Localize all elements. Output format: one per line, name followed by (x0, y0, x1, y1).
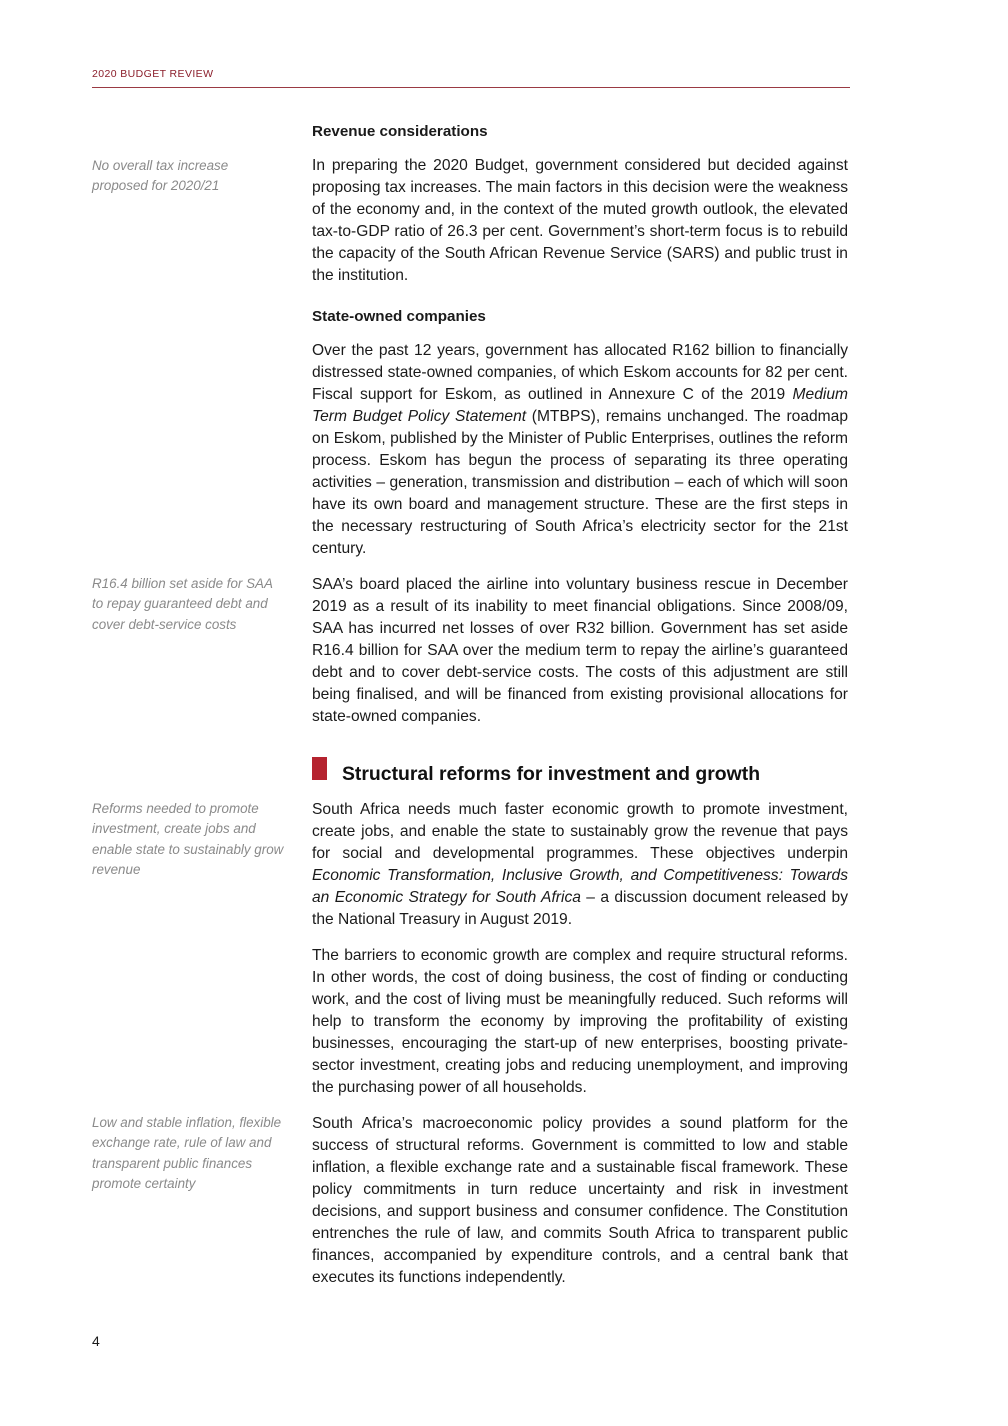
paragraph-eskom (312, 340, 848, 560)
paragraph-barriers (312, 945, 848, 1099)
paragraph-text: The barriers to economic growth are complex and require structural reforms. In other words, the cost of doing business, the cost of finding or conducting work, and the cost of living must be meaningfully reduced. Such reforms will help to transform the economy by improving the profitability of existing businesses, encouraging the start-up of new enterprises, boosting private-sector investment, creating jobs and reducing unemployment, and improving the purchasing power of all households. (312, 947, 848, 1096)
text-run: (MTBPS), remains unchanged. The roadmap on Eskom, published by the Minister of Public Enterprises, outlines the reform process. Eskom has begun the process of separating its three operating activities – generation, transmission and distribution – each of which will soon have its own board and management structure. These are the first steps in the necessary restructuring of South Africa’s electricity sector for the 21st century. (312, 408, 848, 557)
paragraph-macroeconomic (312, 1113, 848, 1289)
heading-state-owned-companies: State-owned companies (312, 308, 486, 325)
paragraph-text: South Africa’s macroeconomic policy provides a sound platform for the success of structural reforms. Government is committed to low and stable inflation, a flexible exchange rate and a sustainable fiscal framework. These policy commitments in turn reduce uncertainty and risk in investment decisions, and support business and consumer confidence. The Constitution entrenches the rule of law, and commits South Africa to transparent public finances, accompanied by expenditure controls, and a central bank that executes its functions independently. (312, 1115, 848, 1286)
text-run: South Africa needs much faster economic growth to promote investment, create jobs, and enable the state to sustainably grow the revenue that pays for social and developmental programmes. These objectives underpin (312, 801, 848, 862)
paragraph-text (312, 340, 848, 560)
margin-note-inflation: Low and stable inflation, flexible exchange rate, rule of law and transparent public finances promote certainty (92, 1115, 282, 1192)
italic-title-economic-strategy: Economic Transformation, Inclusive Growth, and Competitiveness: Towards an Economic Strategy for South Africa (312, 867, 848, 906)
margin-note-saa: R16.4 billion set aside for SAA to repay guaranteed debt and cover debt-service costs (92, 576, 273, 632)
paragraph-text: In preparing the 2020 Budget, government considered but decided against proposing tax increases. The main factors in this decision were the weakness of the economy and, in the context of the muted growth outlook, the elevated tax-to-GDP ratio of 26.3 per cent. Government’s short-term focus is to rebuild the capacity of the South African Revenue Service (SARS) and public trust in the institution. (312, 157, 848, 284)
paragraph-text: SAA’s board placed the airline into voluntary business rescue in December 2019 as a result of its inability to meet financial obligations. Since 2008/09, SAA has incurred net losses of over R32 billion. Government has set aside R16.4 billion for SAA over the medium term to repay the airline’s guaranteed debt and to cover debt-service costs. The costs of this adjustment are still being finalised, and will be financed from existing provisional allocations for state-owned companies. (312, 576, 848, 725)
text-run: – a discussion document released by the National Treasury in August 2019. (312, 889, 848, 928)
paragraph-growth (312, 799, 848, 931)
text-run: Over the past 12 years, government has allocated R162 billion to financially distressed state-owned companies, of which Eskom accounts for 82 per cent. Fiscal support for Eskom, as outlined in Annexure C of the 2019 (312, 342, 848, 403)
heading-revenue-considerations: Revenue considerations (312, 123, 488, 140)
italic-title-mtbps: Medium Term Budget Policy Statement (312, 386, 848, 425)
page-number: 4 (92, 1333, 100, 1349)
running-title: 2020 BUDGET REVIEW (92, 68, 214, 80)
paragraph-saa (312, 574, 848, 728)
margin-note-reforms: Reforms needed to promote investment, create jobs and enable state to sustainably grow revenue (92, 801, 284, 878)
section-marker (312, 757, 327, 780)
paragraph-text (312, 799, 848, 931)
running-header (92, 68, 850, 88)
section-title-structural-reforms: Structural reforms for investment and growth (342, 763, 761, 785)
paragraph-revenue (312, 155, 848, 287)
margin-note-tax: No overall tax increase proposed for 2020/21 (92, 158, 229, 194)
